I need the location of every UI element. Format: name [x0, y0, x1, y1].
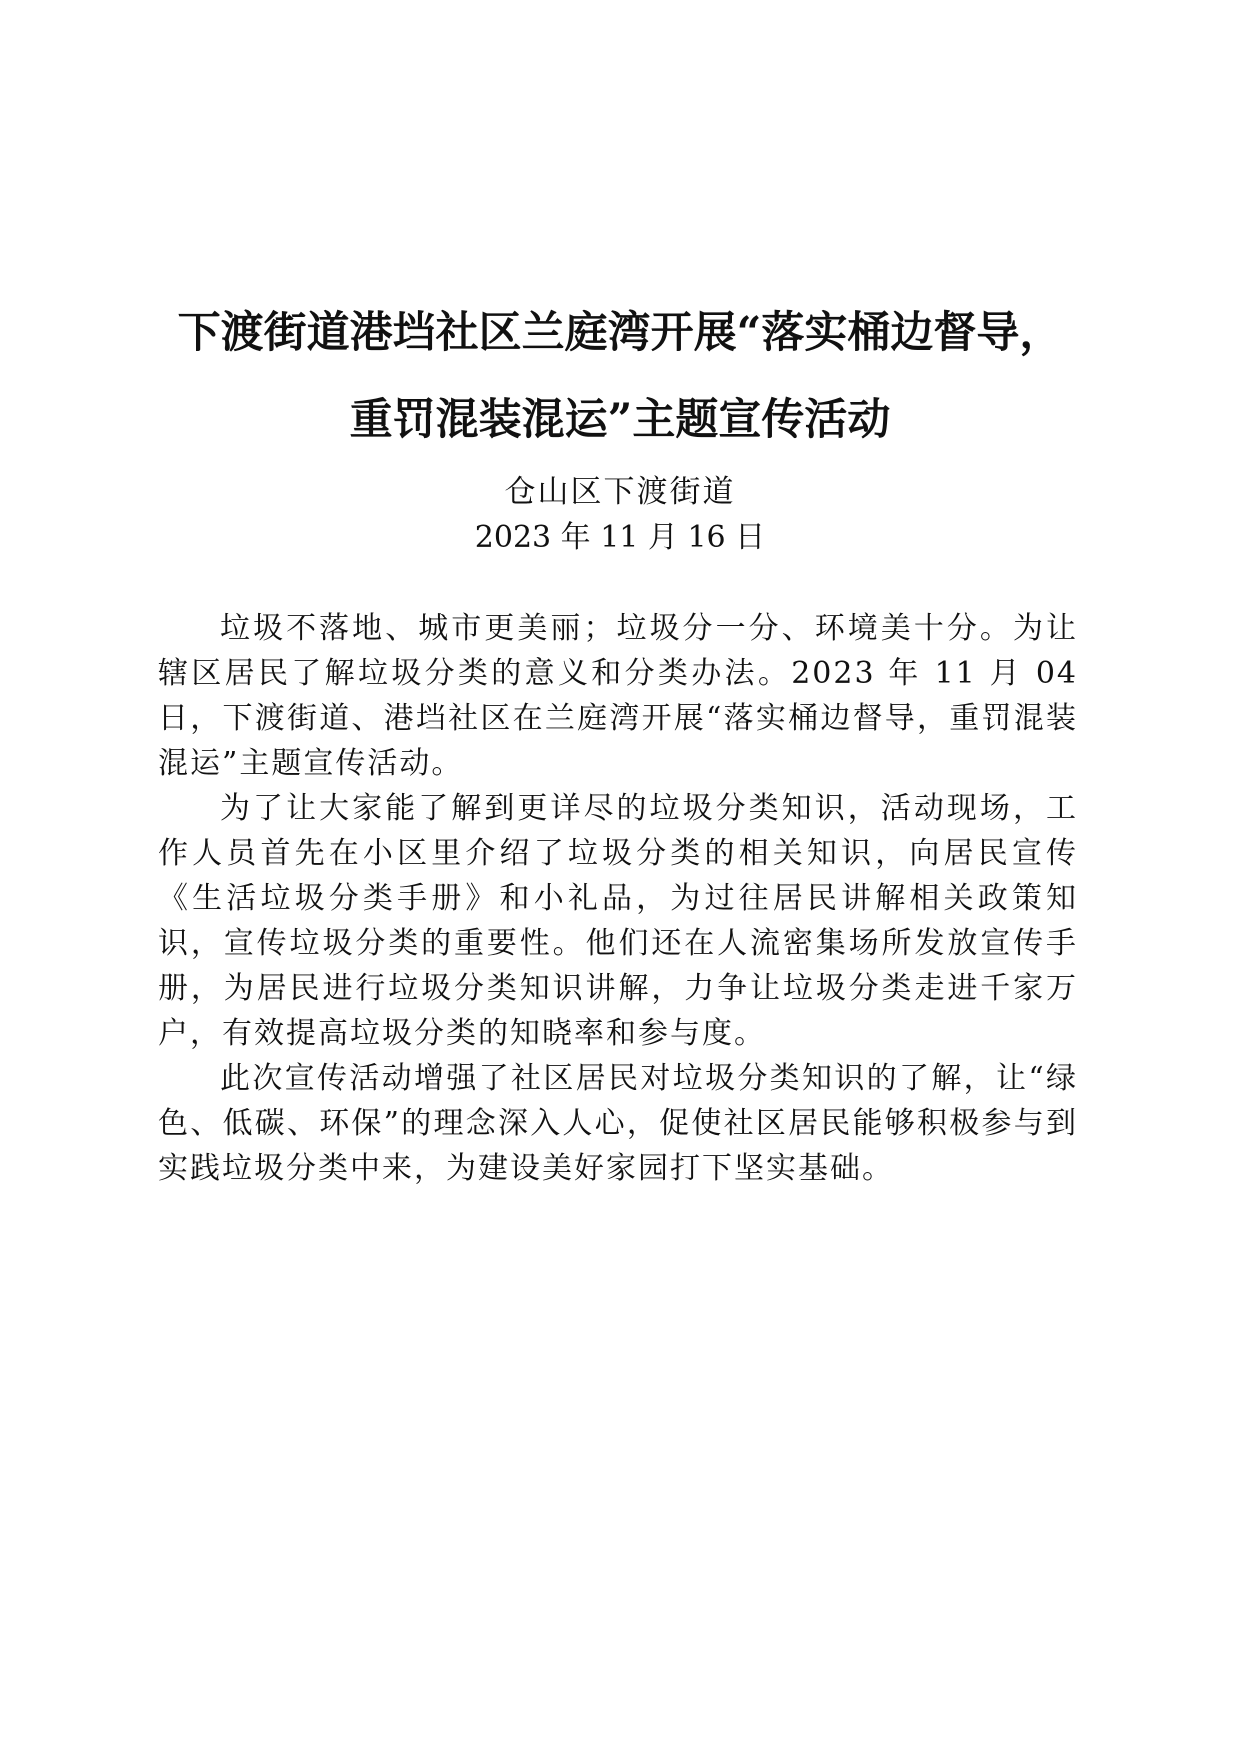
paragraph-3: 此次宣传活动增强了社区居民对垃圾分类知识的了解，让“绿色、低碳、环保”的理念深入人心，促使社区居民能够积极参与到实践垃圾分类中来，为建设美好家园打下坚实基础。 — [158, 1061, 1078, 1186]
document-title-line-1: 下渡街道港垱社区兰庭湾开展“落实桶边督导， — [177, 308, 1063, 358]
paragraph-2: 为了让大家能了解到更详尽的垃圾分类知识，活动现场，工作人员首先在小区里介绍了垃圾分类的相关知识，向居民宣传《生活垃圾分类手册》和小礼品，为过往居民讲解相关政策知识，宣传垃圾分类的重要性。他们还在人流密集场所发放宣传手册，为居民进行垃圾分类知识讲解，力争让垃圾分类走进千家万户，有效提高垃圾分类的知晓率和参与度。 — [158, 791, 1078, 1051]
document-title-line-2: 重罚混装混运”主题宣传活动 — [349, 395, 891, 445]
paragraph-1: 垃圾不落地、城市更美丽；垃圾分一分、环境美十分。为让辖区居民了解垃圾分类的意义和分类办法。2023 年 11 月 04 日，下渡街道、港垱社区在兰庭湾开展“落实桶边督导，重罚混装混运”主题宣传活动。 — [158, 611, 1078, 781]
publish-date: 2023 年 11 月 16 日 — [474, 520, 766, 555]
issuing-organization: 仓山区下渡街道 — [504, 474, 736, 510]
document-body — [158, 606, 1078, 1191]
